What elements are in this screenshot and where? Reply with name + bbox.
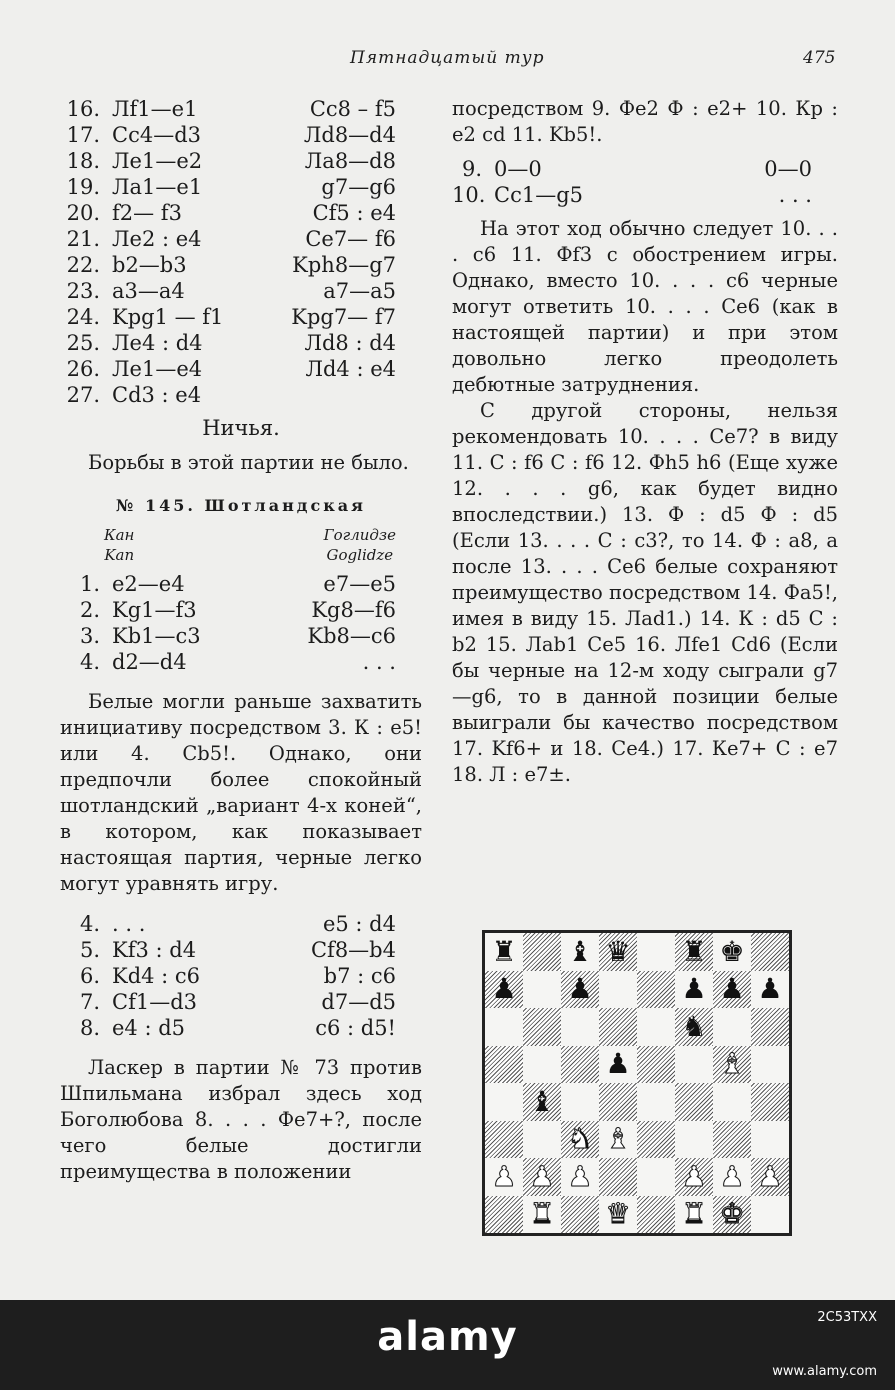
move-number: 2.	[79, 598, 100, 622]
board-square	[485, 1083, 523, 1121]
move-number: 4.	[79, 912, 100, 936]
moves-list-b	[60, 571, 422, 675]
board-square	[637, 1121, 675, 1159]
board-square	[713, 1121, 751, 1159]
board-square	[751, 971, 789, 1009]
black-pawn-icon: ♟	[757, 972, 783, 1006]
black-move: Kb8—c6	[307, 624, 396, 648]
white-move: d2—d4	[112, 650, 187, 674]
board-square	[523, 971, 561, 1009]
board-square	[751, 1121, 789, 1159]
move-row	[60, 597, 422, 623]
move-row	[60, 649, 422, 675]
move-row	[60, 571, 422, 597]
white-move: . . .	[112, 912, 146, 936]
black-player-name: Гоглидзе	[323, 526, 396, 544]
board-square	[675, 933, 713, 971]
move-row	[60, 96, 422, 122]
black-bishop-icon: ♝	[567, 934, 593, 968]
board-square	[713, 1046, 751, 1084]
board-square	[485, 1008, 523, 1046]
black-move: 0—0	[764, 157, 812, 181]
paragraph: Белые могли раньше захватить инициативу посредством 3. К : e5! или 4. Cb5!. Однако, они предпочли более спокойный шотландский „вариант 4-х коней“, в котором, как показывает настоящая партия, черные легко могут уравнять игру.	[60, 690, 422, 895]
white-move: Kd4 : c6	[112, 964, 201, 988]
board-square	[637, 1196, 675, 1234]
move-row	[60, 623, 422, 649]
black-move: Kph8—g7	[292, 253, 396, 277]
move-row	[452, 156, 838, 182]
black-rook-icon: ♜	[491, 934, 517, 968]
players	[60, 525, 422, 565]
board-square	[751, 1083, 789, 1121]
white-pawn-icon: ♟	[529, 1159, 555, 1193]
board-square	[675, 1083, 713, 1121]
black-move: g7—g6	[321, 175, 396, 199]
board-square	[751, 1008, 789, 1046]
moves-list-r	[452, 156, 838, 208]
black-pawn-icon: ♟	[491, 972, 517, 1006]
white-pawn-icon: ♟	[567, 1159, 593, 1193]
board-square	[561, 1158, 599, 1196]
move-row	[60, 252, 422, 278]
page-number: 475	[803, 48, 836, 68]
board-square	[751, 1046, 789, 1084]
move-number: 23.	[66, 279, 100, 303]
paragraph: Ласкер в партии № 73 против Шпильмана избрал здесь ход Боголюбова 8. . . . Фe7+?, после чего белые достигли преимущества в положении	[60, 1056, 422, 1183]
white-move: Cd3 : e4	[112, 383, 202, 407]
move-number: 27.	[66, 383, 100, 407]
board-square	[485, 1121, 523, 1159]
move-row	[60, 304, 422, 330]
black-bishop-icon: ♝	[529, 1084, 555, 1118]
board-square	[561, 1008, 599, 1046]
move-row	[60, 937, 422, 963]
watermark-band	[0, 1300, 895, 1390]
game-result: Ничья.	[202, 416, 280, 440]
black-move: a7—a5	[323, 279, 396, 303]
move-row	[60, 330, 422, 356]
white-move: Лe4 : d4	[112, 331, 203, 355]
board-square	[751, 1196, 789, 1234]
black-move: Kpg7— f7	[291, 305, 396, 329]
board-square	[485, 971, 523, 1009]
black-rook-icon: ♜	[681, 934, 707, 968]
board-square	[675, 1046, 713, 1084]
left-column	[60, 96, 422, 1185]
board-square	[713, 933, 751, 971]
board-square	[523, 1008, 561, 1046]
black-move: . . .	[778, 183, 812, 207]
black-move: e5 : d4	[322, 912, 396, 936]
black-move: Сс8 – f5	[309, 97, 396, 121]
black-move: Лa8—d8	[304, 149, 396, 173]
move-number: 24.	[66, 305, 100, 329]
board-square	[485, 933, 523, 971]
white-rook-icon: ♜	[681, 1197, 707, 1231]
black-move: . . .	[362, 650, 396, 674]
board-square	[675, 971, 713, 1009]
board-square	[713, 1196, 751, 1234]
white-bishop-icon: ♝	[719, 1047, 745, 1081]
black-queen-icon: ♛	[605, 934, 631, 968]
move-number: 26.	[66, 357, 100, 381]
move-row	[60, 911, 422, 937]
white-player-latin: Kan	[104, 546, 135, 564]
board-square	[675, 1121, 713, 1159]
move-row	[60, 174, 422, 200]
white-move: Kg1—f3	[112, 598, 197, 622]
watermark-url: www.alamy.com	[772, 1364, 877, 1379]
board-square	[523, 1158, 561, 1196]
board-square	[675, 1158, 713, 1196]
board-square	[599, 1158, 637, 1196]
moves-list-c	[60, 911, 422, 1041]
black-move: Лd8 : d4	[304, 331, 396, 355]
white-move: 0—0	[494, 157, 542, 181]
chess-diagram	[482, 930, 792, 1236]
board-square	[599, 933, 637, 971]
game-title: № 145. Шотландская	[116, 496, 366, 515]
watermark-logo: alamy	[377, 1314, 518, 1360]
board-square	[599, 1121, 637, 1159]
board-square	[523, 1196, 561, 1234]
board-square	[713, 1158, 751, 1196]
move-row	[60, 122, 422, 148]
white-move: Лa1—e1	[112, 175, 203, 199]
white-move: e2—e4	[112, 572, 185, 596]
move-row	[60, 1015, 422, 1041]
move-row	[60, 382, 422, 408]
move-number: 25.	[66, 331, 100, 355]
board-square	[599, 1196, 637, 1234]
white-move: a3—a4	[112, 279, 185, 303]
black-king-icon: ♚	[719, 934, 745, 968]
move-number: 20.	[66, 201, 100, 225]
black-pawn-icon: ♟	[605, 1047, 631, 1081]
board-square	[713, 1083, 751, 1121]
move-number: 10.	[452, 183, 486, 207]
white-move: f2— f3	[112, 201, 182, 225]
white-player	[104, 525, 134, 565]
move-number: 7.	[79, 990, 100, 1014]
board-square	[751, 1158, 789, 1196]
black-move: Cf5 : e4	[312, 201, 396, 225]
board-square	[675, 1008, 713, 1046]
board-square	[751, 933, 789, 971]
black-player-latin: Goglidze	[326, 546, 394, 564]
board-square	[599, 1008, 637, 1046]
white-player-name: Кан	[104, 526, 135, 544]
move-number: 4.	[79, 650, 100, 674]
board-square	[561, 1083, 599, 1121]
white-move: Kf3 : d4	[112, 938, 197, 962]
paragraph: посредством 9. Фe2 Ф : e2+ 10. Кр : e2 cd 11. Kb5!.	[452, 97, 838, 146]
black-move: c6 : d5!	[315, 1016, 396, 1040]
move-number: 16.	[66, 97, 100, 121]
board-square	[485, 1046, 523, 1084]
white-move: e4 : d5	[112, 1016, 186, 1040]
board-square	[523, 1121, 561, 1159]
board-square	[561, 1196, 599, 1234]
black-move: Лd8—d4	[303, 123, 396, 147]
move-row	[60, 278, 422, 304]
white-move: Kpg1 — f1	[112, 305, 224, 329]
black-move: Лd4 : e4	[305, 357, 396, 381]
white-move: Сс4—d3	[112, 123, 201, 147]
white-move: Лe1—e4	[112, 357, 203, 381]
white-pawn-icon: ♟	[757, 1159, 783, 1193]
move-row	[452, 182, 838, 208]
black-move: b7 : c6	[323, 964, 396, 988]
move-row	[60, 989, 422, 1015]
black-pawn-icon: ♟	[719, 972, 745, 1006]
black-move: Cf8—b4	[310, 938, 396, 962]
black-move	[262, 382, 422, 408]
white-king-icon: ♚	[719, 1197, 745, 1231]
board-square	[713, 1008, 751, 1046]
black-move: d7—d5	[321, 990, 396, 1014]
black-knight-icon: ♞	[681, 1009, 707, 1043]
paragraph: На этот ход обычно следует 10. . . . с6 11. Фf3 с обострением игры. Однако, вместо 10. . . . c6 черные могут ответить 10. . . . Сe6 (как в настоящей партии) и при этом довольно легко преодолеть дебютные затруднения.	[452, 217, 838, 396]
board-square	[637, 1158, 675, 1196]
white-move: Kb1—c3	[112, 624, 201, 648]
black-pawn-icon: ♟	[567, 972, 593, 1006]
board-square	[523, 1046, 561, 1084]
board-square	[561, 971, 599, 1009]
move-row	[60, 963, 422, 989]
black-pawn-icon: ♟	[681, 972, 707, 1006]
move-number: 21.	[66, 227, 100, 251]
board-square	[637, 1083, 675, 1121]
right-column	[452, 96, 838, 788]
white-queen-icon: ♛	[605, 1197, 631, 1231]
board-square	[637, 933, 675, 971]
board-square	[523, 1083, 561, 1121]
black-move: Ce7— f6	[305, 227, 396, 251]
move-row	[60, 200, 422, 226]
running-title: Пятнадцатый тур	[350, 48, 545, 68]
board-square	[599, 1083, 637, 1121]
white-move: Cc1—g5	[494, 183, 583, 207]
board-square	[637, 1046, 675, 1084]
board-square	[561, 1121, 599, 1159]
board-square	[637, 1008, 675, 1046]
white-move: Лe2 : e4	[112, 227, 202, 251]
board-square	[675, 1196, 713, 1234]
white-move: Лf1—e1	[112, 97, 198, 121]
board-square	[599, 1046, 637, 1084]
white-pawn-icon: ♟	[719, 1159, 745, 1193]
white-pawn-icon: ♟	[491, 1159, 517, 1193]
white-move: Лe1—e2	[112, 149, 203, 173]
black-move: Kg8—f6	[311, 598, 396, 622]
white-pawn-icon: ♟	[681, 1159, 707, 1193]
white-move: b2—b3	[112, 253, 187, 277]
move-number: 8.	[79, 1016, 100, 1040]
board-square	[523, 933, 561, 971]
move-number: 18.	[66, 149, 100, 173]
black-player	[324, 525, 396, 565]
move-number: 5.	[79, 938, 100, 962]
move-number: 22.	[66, 253, 100, 277]
white-bishop-icon: ♝	[605, 1122, 631, 1156]
board-square	[485, 1158, 523, 1196]
board-square	[485, 1196, 523, 1234]
white-rook-icon: ♜	[529, 1197, 555, 1231]
paragraph: С другой стороны, нельзя рекомендовать 10. . . . Ce7? в виду 11. С : f6 С : f6 12. Фh5 h6 (Еще хуже 12. . . . g6, как будет видно впоследствии.) 13. Ф : d5 Ф : d5 (Если 13. . . . С : c3?, то 14. Ф : a8, а после 13. . . . Сe6 белые сохраняют преимущество посредством 14. Фa5!, имея в виду 15. Лad1.) 14. К : d5 С : b2 15. Лab1 Сe5 16. Лfe1 Cd6 (Если бы черные на 12-м ходу сыграли g7—g6, то в данной позиции белые выиграли бы качество посредством 17. Kf6+ и 18. Сe4.) 17. Кe7+ С : e7 18. Л : e7±.	[452, 399, 838, 786]
board-square	[637, 971, 675, 1009]
move-number: 1.	[79, 572, 100, 596]
image-id: 2C53TXX	[817, 1310, 877, 1325]
board-square	[713, 971, 751, 1009]
move-number: 6.	[79, 964, 100, 988]
move-number: 9.	[461, 157, 482, 181]
black-move: e7—e5	[323, 572, 396, 596]
move-number: 19.	[66, 175, 100, 199]
move-number: 3.	[79, 624, 100, 648]
move-number: 17.	[66, 123, 100, 147]
white-move: Cf1—d3	[112, 990, 198, 1014]
board-square	[561, 933, 599, 971]
move-row	[60, 356, 422, 382]
white-knight-icon: ♞	[567, 1122, 593, 1156]
moves-list-a	[60, 96, 422, 408]
board-square	[599, 971, 637, 1009]
board-square	[561, 1046, 599, 1084]
move-row	[60, 226, 422, 252]
chess-board-grid	[485, 933, 789, 1233]
paragraph: Борьбы в этой партии не было.	[88, 451, 409, 474]
move-row	[60, 148, 422, 174]
